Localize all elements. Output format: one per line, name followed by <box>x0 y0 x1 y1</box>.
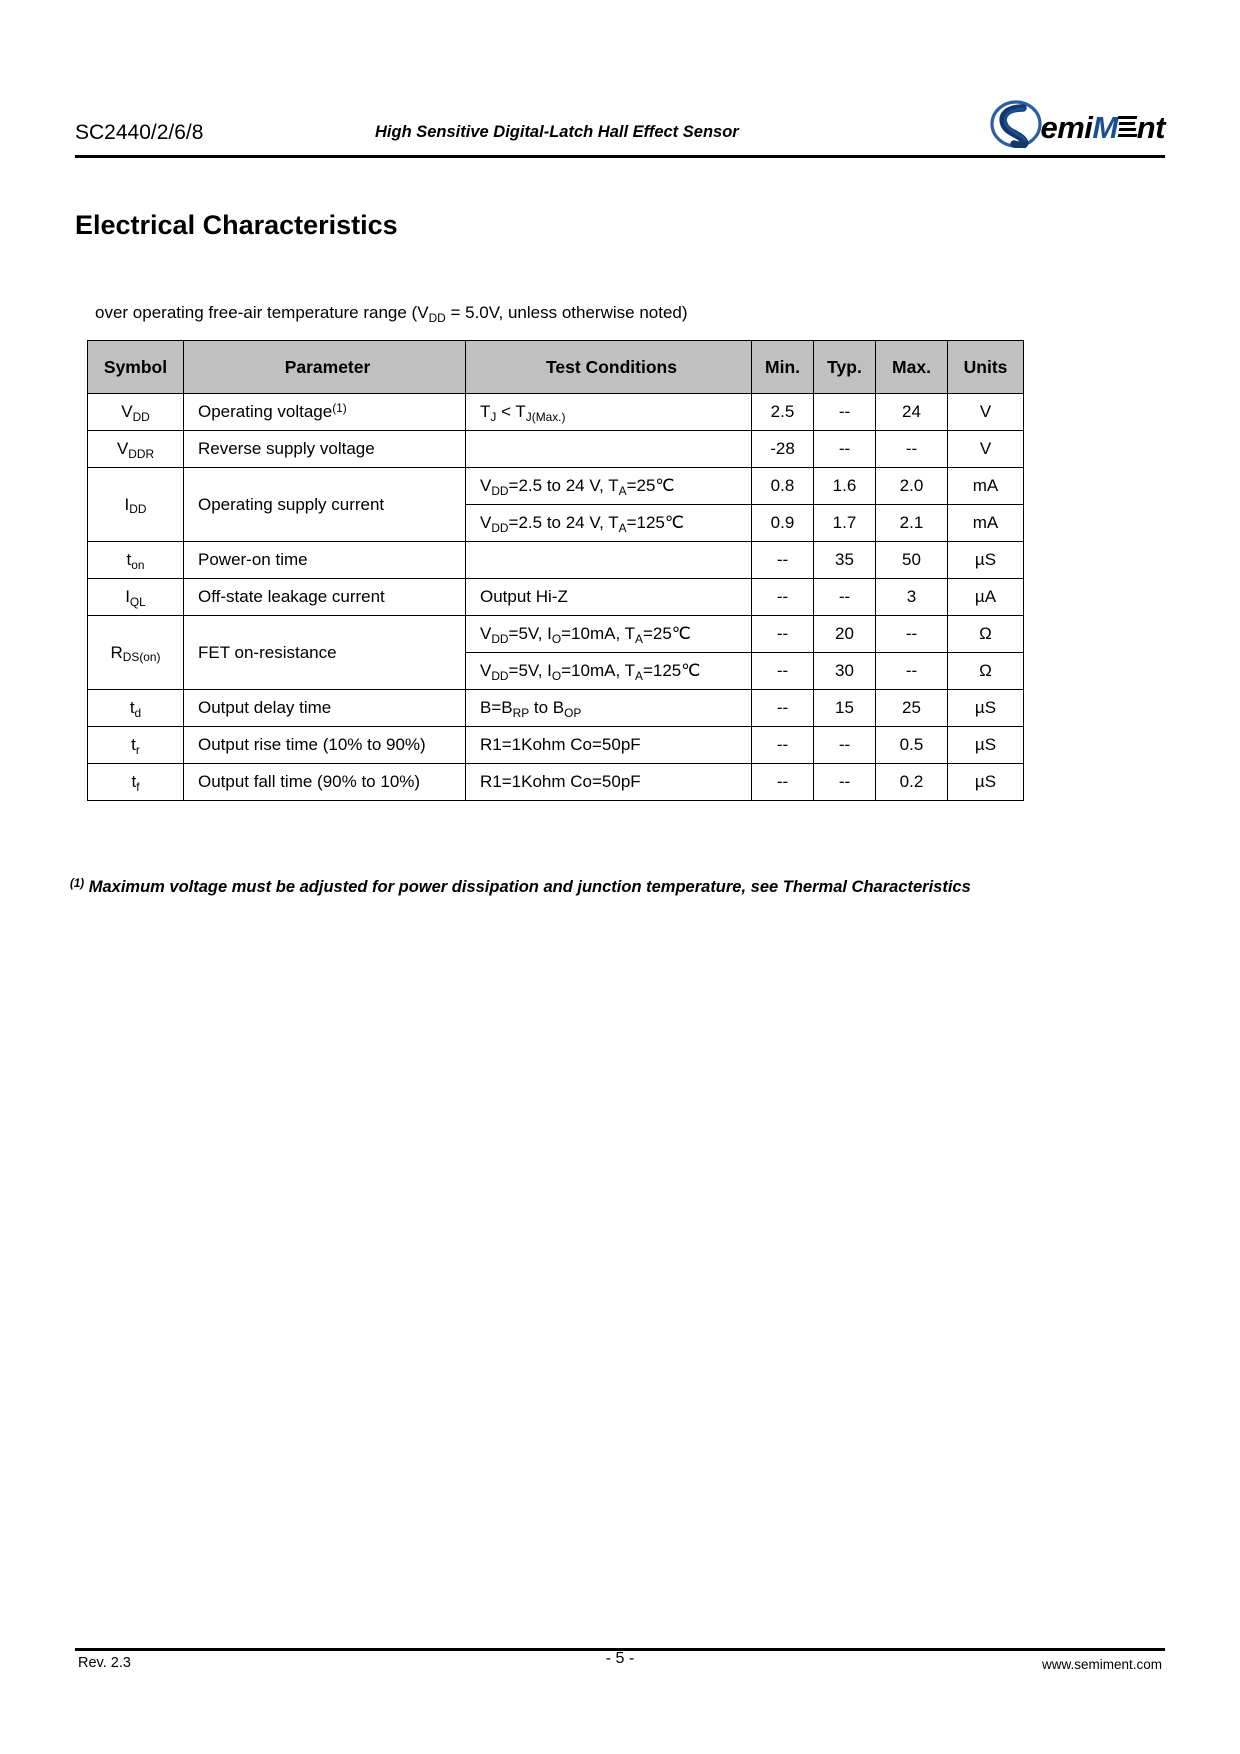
cell-units: µS <box>948 727 1024 764</box>
logo-wordmark <box>1040 109 1165 145</box>
cell-test-condition: R1=1Kohm Co=50pF <box>466 764 752 801</box>
cell-units: µS <box>948 764 1024 801</box>
cell-units: V <box>948 394 1024 431</box>
symbol-subscript: DD <box>132 409 150 424</box>
column-header-min: Min. <box>752 341 814 394</box>
symbol-subscript: QL <box>129 594 146 609</box>
symbol-subscript: f <box>136 779 140 794</box>
cell-typ: 15 <box>814 690 876 727</box>
cell-symbol: $I_{DD}$ <box>88 468 184 542</box>
cell-parameter: Power-on time <box>184 542 466 579</box>
symbol-subscript: DD <box>129 502 147 517</box>
table-row <box>88 542 1024 579</box>
parameter-footnote-ref: (1) <box>332 400 347 415</box>
table-row <box>88 579 1024 616</box>
cell-test-condition: $V_{DD}=5V$, $I_O=10mA$, $T_A=25℃$ <box>466 616 752 653</box>
cell-max: 2.0 <box>876 468 948 505</box>
caption-subscript: DD <box>428 310 446 325</box>
logo-text-e-glyph <box>1118 115 1137 139</box>
document-subtitle: High Sensitive Digital-Latch Hall Effect Sensor <box>375 123 739 141</box>
cell-max: 3 <box>876 579 948 616</box>
cell-test-condition <box>466 542 752 579</box>
cell-max: 24 <box>876 394 948 431</box>
cell-units: µA <box>948 579 1024 616</box>
cell-min: 0.9 <box>752 505 814 542</box>
header-divider <box>75 155 1165 158</box>
cell-symbol: $t_f$ <box>88 764 184 801</box>
cell-parameter: Output rise time (10% to 90%) <box>184 727 466 764</box>
cell-min: -- <box>752 616 814 653</box>
symbol-subscript: r <box>135 742 140 757</box>
table-header-row <box>88 341 1024 394</box>
symbol-subscript: DS(on) <box>122 650 161 665</box>
cell-test-condition: $V_{DD}=2.5$ to 24 V, $T_A=125℃$ <box>466 505 752 542</box>
cell-test-condition: R1=1Kohm Co=50pF <box>466 727 752 764</box>
column-header-parameter: Parameter <box>184 341 466 394</box>
table-body <box>88 394 1024 801</box>
cell-units: µS <box>948 690 1024 727</box>
cell-symbol: $t_r$ <box>88 727 184 764</box>
cell-parameter: Operating supply current <box>184 468 466 542</box>
cell-symbol: $t_d$ <box>88 690 184 727</box>
logo-text-emi: emi <box>1040 109 1093 145</box>
cell-test-condition: $T_J < T_{J(Max.)}$ <box>466 394 752 431</box>
cell-max: 0.5 <box>876 727 948 764</box>
page-title: Electrical Characteristics <box>75 210 398 240</box>
cell-symbol: $I_{QL}$ <box>88 579 184 616</box>
cell-parameter: FET on-resistance <box>184 616 466 690</box>
column-header-typ: Typ. <box>814 341 876 394</box>
cell-parameter: Reverse supply voltage <box>184 431 466 468</box>
cell-test-condition: $V_{DD}=5V$, $I_O=10mA$, $T_A=125℃$ <box>466 653 752 690</box>
cell-units: V <box>948 431 1024 468</box>
cell-units: µS <box>948 542 1024 579</box>
cell-min: -- <box>752 690 814 727</box>
table-row <box>88 764 1024 801</box>
cell-min: -- <box>752 579 814 616</box>
page-header <box>75 95 1165 157</box>
cell-max: 2.1 <box>876 505 948 542</box>
cell-symbol: $V_{DD}$ <box>88 394 184 431</box>
symbol-subscript: d <box>134 705 142 720</box>
cell-symbol: $t_{on}$ <box>88 542 184 579</box>
footnote-1 <box>70 878 971 897</box>
semiment-swirl-logo-icon <box>990 100 1042 148</box>
symbol-subscript: DDR <box>128 446 155 461</box>
table-row <box>88 727 1024 764</box>
cell-test-condition: $B=B_{RP}$ to $B_{OP}$ <box>466 690 752 727</box>
cell-units: mA <box>948 505 1024 542</box>
table-row <box>88 394 1024 431</box>
cell-typ: 1.6 <box>814 468 876 505</box>
cell-test-condition: Output Hi-Z <box>466 579 752 616</box>
footnote-marker: (1) <box>70 877 85 890</box>
cell-max: 25 <box>876 690 948 727</box>
cell-min: -- <box>752 653 814 690</box>
cell-typ: 35 <box>814 542 876 579</box>
cell-units: mA <box>948 468 1024 505</box>
footer-revision: Rev. 2.3 <box>78 1655 131 1671</box>
cell-typ: -- <box>814 764 876 801</box>
cell-min: 2.5 <box>752 394 814 431</box>
caption-part-2: = 5.0V, unless otherwise noted) <box>445 303 688 322</box>
cell-symbol: $V_{DDR}$ <box>88 431 184 468</box>
cell-parameter: Output fall time (90% to 10%) <box>184 764 466 801</box>
cell-typ: 20 <box>814 616 876 653</box>
cell-units: Ω <box>948 653 1024 690</box>
cell-typ: -- <box>814 394 876 431</box>
cell-test-condition: $V_{DD}=2.5$ to 24 V, $T_A=25℃$ <box>466 468 752 505</box>
symbol-subscript: on <box>131 557 145 572</box>
footer-page-number: - 5 - <box>605 1650 635 1667</box>
cell-max: -- <box>876 616 948 653</box>
cell-typ: 1.7 <box>814 505 876 542</box>
column-header-max: Max. <box>876 341 948 394</box>
cell-typ: -- <box>814 431 876 468</box>
footnote-text: Maximum voltage must be adjusted for power dissipation and junction temperature, see Thermal Characteristics <box>88 878 971 896</box>
company-logo <box>915 97 1165 151</box>
cell-max: 0.2 <box>876 764 948 801</box>
cell-min: -- <box>752 764 814 801</box>
table-row <box>88 616 1024 653</box>
column-header-units: Units <box>948 341 1024 394</box>
footer-website: www.semiment.com <box>1041 1657 1162 1672</box>
logo-text-nt: nt <box>1136 109 1165 145</box>
logo-text-m: M <box>1092 109 1118 145</box>
table-row <box>88 431 1024 468</box>
cell-test-condition <box>466 431 752 468</box>
cell-units: Ω <box>948 616 1024 653</box>
cell-parameter: Off-state leakage current <box>184 579 466 616</box>
table-row <box>88 690 1024 727</box>
table-caption <box>95 303 688 323</box>
cell-max: 50 <box>876 542 948 579</box>
cell-parameter: Output delay time <box>184 690 466 727</box>
cell-typ: 30 <box>814 653 876 690</box>
cell-max: -- <box>876 653 948 690</box>
column-header-test-conditions: Test Conditions <box>466 341 752 394</box>
cell-max: -- <box>876 431 948 468</box>
column-header-symbol: Symbol <box>88 341 184 394</box>
electrical-characteristics-table <box>87 340 1023 801</box>
cell-typ: -- <box>814 727 876 764</box>
cell-min: -- <box>752 542 814 579</box>
cell-parameter: Operating voltage$^{(1)}$ <box>184 394 466 431</box>
caption-part-1: over operating free-air temperature range (V <box>95 303 429 322</box>
cell-typ: -- <box>814 579 876 616</box>
cell-min: -28 <box>752 431 814 468</box>
cell-symbol: $R_{DS(on)}$ <box>88 616 184 690</box>
cell-min: -- <box>752 727 814 764</box>
part-number: SC2440/2/6/8 <box>75 121 204 144</box>
cell-min: 0.8 <box>752 468 814 505</box>
table-row <box>88 468 1024 505</box>
